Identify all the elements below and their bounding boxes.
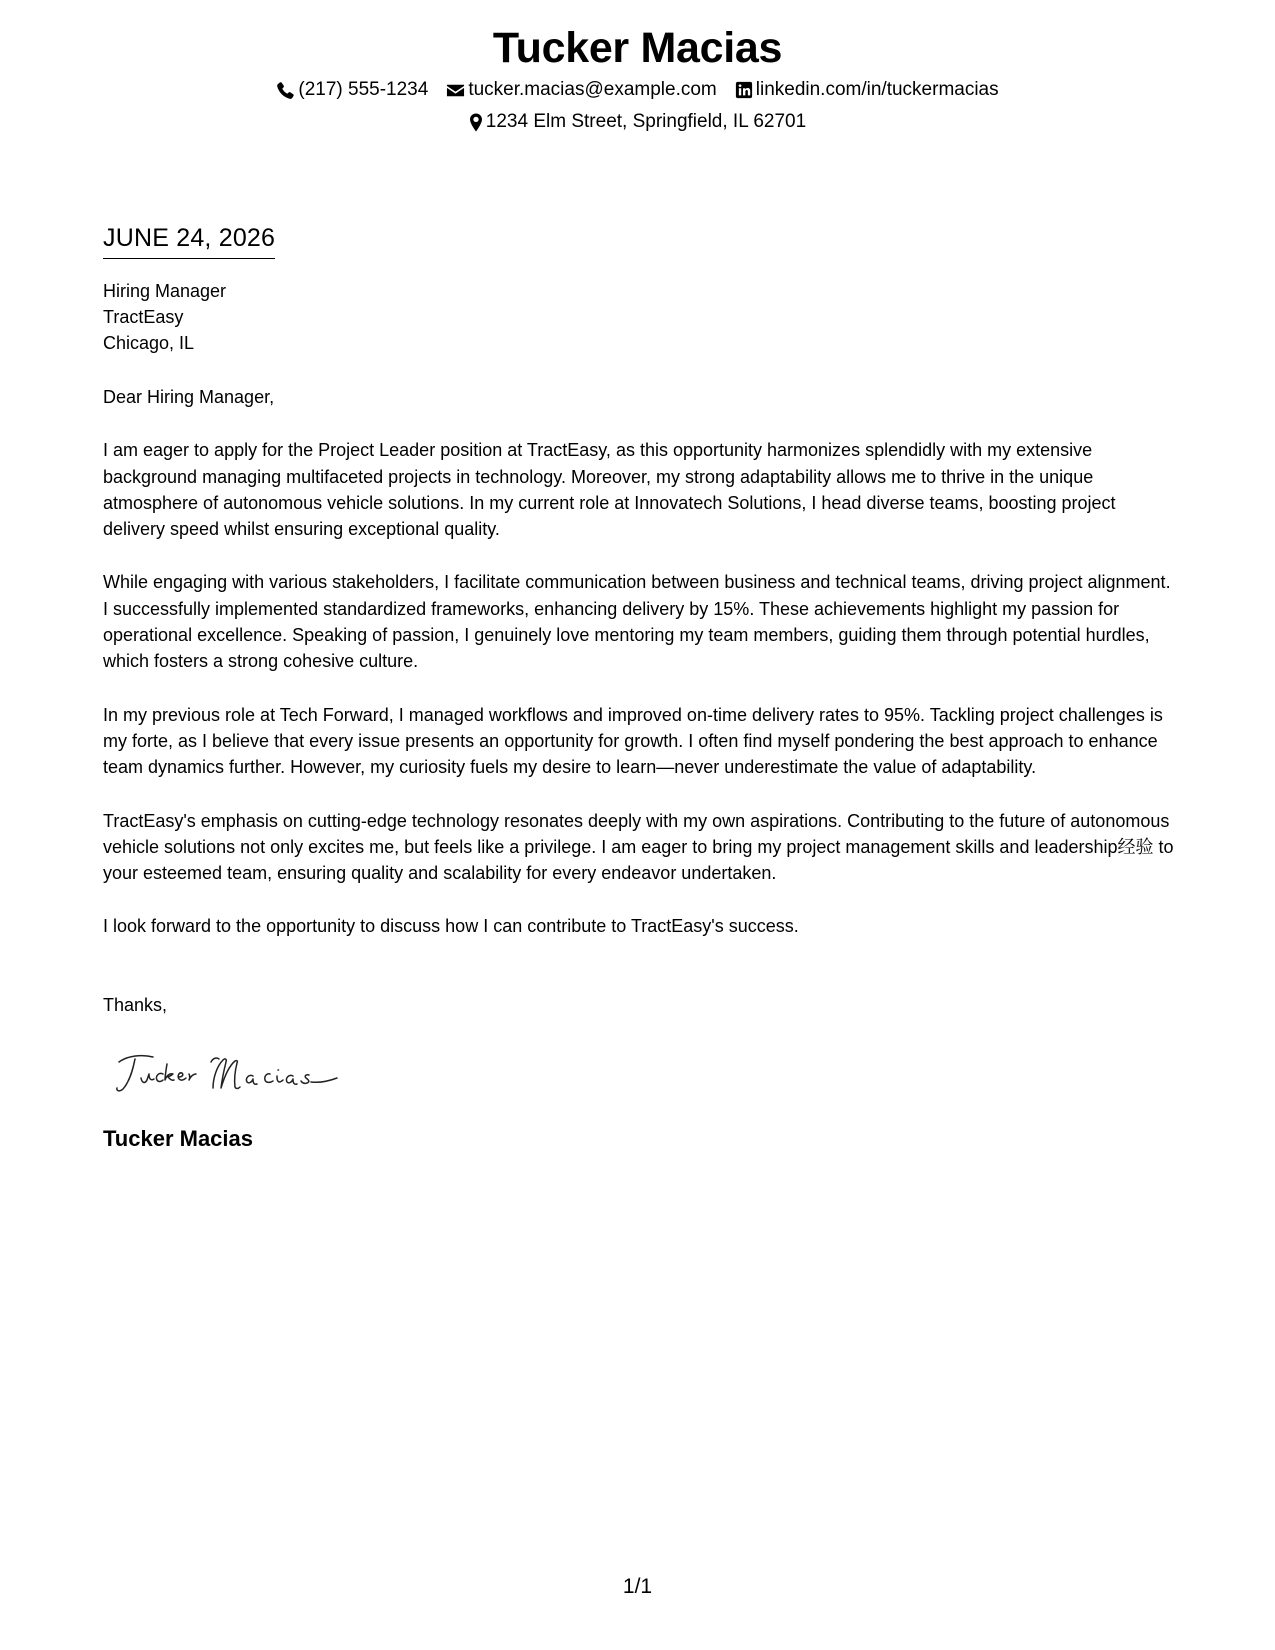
body-paragraph-1: I am eager to apply for the Project Leader position at TractEasy, as this opportunity harmonizes splendidly with my extensive background managing multifaceted projects in technology. Moreover, my strong adaptability allows me to thrive in the unique atmosphere of autonomous vehicle solutions. In my current role at Innovatech Solutions, I head diverse teams, boosting project delivery speed whilst ensuring exceptional quality. xyxy=(103,440,1116,540)
address-contact xyxy=(469,110,806,134)
email-contact xyxy=(446,78,716,102)
signer-name: Tucker Macias xyxy=(103,1126,254,1152)
email-address[interactable]: tucker.macias@example.com xyxy=(468,79,717,100)
body-paragraph-3: In my previous role at Tech Forward, I managed workflows and improved on-time delivery rates to 95%. Tackling project challenges is my forte, as I believe that every issue presents an opportunity for growth. I often find myself pondering the best approach to enhance team dynamics further. However, my curiosity fuels my desire to learn—never underestimate the value of adaptability. xyxy=(103,704,1163,778)
page-number: 1/1 xyxy=(622,1575,653,1598)
letter-date: JUNE 24, 2026 xyxy=(103,222,275,259)
recipient-company: TractEasy xyxy=(103,307,184,327)
phone-contact xyxy=(276,78,428,102)
salutation: Dear Hiring Manager, xyxy=(103,387,275,407)
linkedin-contact xyxy=(735,78,999,102)
envelope-icon xyxy=(446,81,465,100)
letter-header xyxy=(0,22,1275,134)
phone-icon xyxy=(276,81,295,100)
closing: Thanks, xyxy=(103,994,168,1015)
body-paragraph-4: TractEasy's emphasis on cutting-edge technology resonates deeply with my own aspirations. Contributing to the future of autonomous vehicle solutions not only excites me, but feels like a privilege. I am eager to bring my project management skills and leadership经验 to your esteemed team, ensuring quality and scalability for every endeavor undertaken. xyxy=(103,810,1174,884)
linkedin-url[interactable]: linkedin.com/in/tuckermacias xyxy=(755,79,999,100)
contact-row xyxy=(0,78,1275,102)
body-paragraph-5: I look forward to the opportunity to discuss how I can contribute to TractEasy's success. xyxy=(103,916,799,937)
letter-body xyxy=(103,222,1178,1153)
street-address: 1234 Elm Street, Springfield, IL 62701 xyxy=(485,111,807,132)
recipient-title: Hiring Manager xyxy=(103,281,227,301)
address-row xyxy=(0,110,1275,134)
recipient-location: Chicago, IL xyxy=(103,333,195,353)
body-paragraph-2: While engaging with various stakeholders, I facilitate communication between business and technical teams, driving project alignment. I successfully implemented standardized frameworks, enhancing delivery by 15%. These achievements highlight my passion for operational excellence. Speaking of passion, I genuinely love mentoring my team members, guiding them through potential hurdles, which fosters a strong cohesive culture. xyxy=(103,572,1171,672)
map-pin-icon xyxy=(469,113,483,132)
handwritten-signature xyxy=(115,1044,355,1104)
sender-name: Tucker Macias xyxy=(492,24,783,72)
linkedin-icon xyxy=(735,81,753,99)
recipient-block xyxy=(103,278,1178,356)
phone-number[interactable]: (217) 555-1234 xyxy=(298,79,429,100)
